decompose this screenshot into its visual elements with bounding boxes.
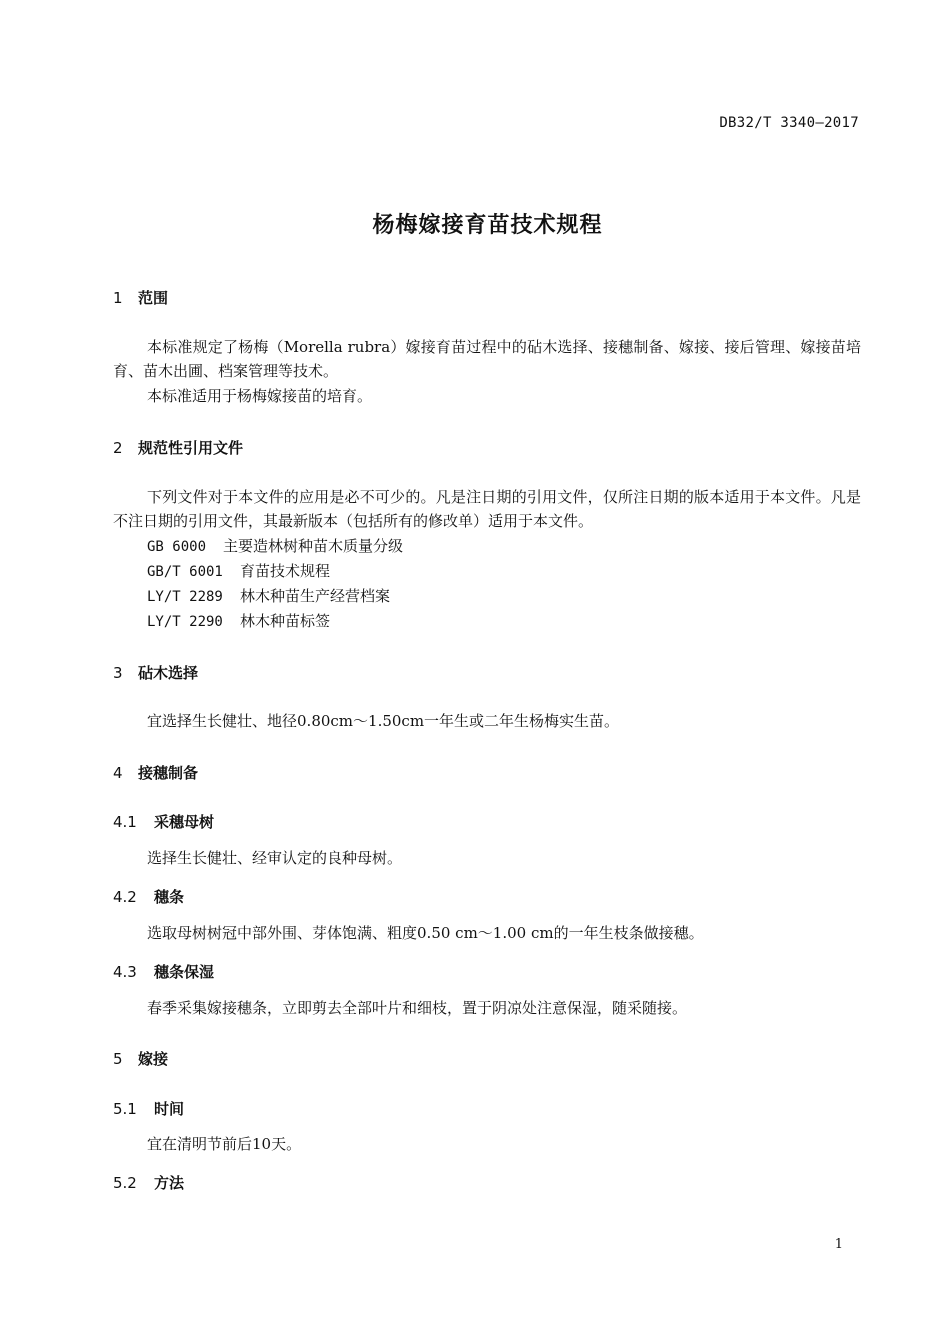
subsection-4-1-text: 选择生长健壮、经审认定的良种母树。 <box>147 849 403 867</box>
section-title: 规范性引用文件 <box>138 439 244 457</box>
subsection-4-3-text: 春季采集嫁接穗条，立即剪去全部叶片和细枝，置于阴凉处注意保湿，随采随接。 <box>147 999 688 1017</box>
subsection-number: 4.2 <box>113 888 137 906</box>
section-title: 范围 <box>138 289 169 307</box>
subsection-title: 穗条 <box>154 888 185 906</box>
reference-id: LY/T 2289 <box>147 589 223 605</box>
reference-title: 林木种苗标签 <box>240 612 331 630</box>
reference-title: 育苗技术规程 <box>240 562 331 580</box>
section-2-paragraph-1: 下列文件对于本文件的应用是必不可少的。凡是注日期的引用文件，仅所注日期的版本适用于本文件。凡是不注日期的引用文件，其最新版本（包括所有的修改单）适用于本文件。 <box>113 488 861 530</box>
subsection-4-2-text: 选取母树树冠中部外围、芽体饱满、粗度0.50 cm～1.00 cm的一年生枝条做接穗。 <box>147 924 704 942</box>
subsection-number: 5.2 <box>113 1174 137 1192</box>
section-heading-3 <box>113 662 198 683</box>
section-number: 5 <box>113 1050 123 1068</box>
reference-item <box>147 584 390 609</box>
standard-code: DB32/T 3340—2017 <box>719 115 859 131</box>
section-number: 2 <box>113 439 123 457</box>
section-1-paragraph-1: 本标准规定了杨梅（Morella rubra）嫁接育苗过程中的砧木选择、接穗制备、嫁接、接后管理、嫁接苗培育、苗木出圃、档案管理等技术。 <box>113 338 861 380</box>
section-heading-4 <box>113 762 198 783</box>
reference-item <box>147 559 330 584</box>
reference-id: GB/T 6001 <box>147 564 223 580</box>
section-3-paragraph-1: 宜选择生长健壮、地径0.80cm～1.50cm一年生或二年生杨梅实生苗。 <box>147 712 620 730</box>
subsection-heading-5-2 <box>113 1172 184 1193</box>
subsection-title: 采穗母树 <box>154 813 215 831</box>
section-number: 1 <box>113 289 123 307</box>
page-number: 1 <box>834 1237 843 1252</box>
reference-id: LY/T 2290 <box>147 614 223 630</box>
subsection-title: 时间 <box>154 1100 185 1118</box>
subsection-title: 方法 <box>154 1174 185 1192</box>
section-title: 接穗制备 <box>138 764 199 782</box>
subsection-number: 4.3 <box>113 963 137 981</box>
reference-title: 主要造林树种苗木质量分级 <box>223 537 404 555</box>
section-heading-2 <box>113 437 243 458</box>
section-number: 4 <box>113 764 123 782</box>
reference-title: 林木种苗生产经营档案 <box>240 587 391 605</box>
subsection-title: 穗条保湿 <box>154 963 215 981</box>
subsection-heading-4-3 <box>113 961 214 982</box>
reference-id: GB 6000 <box>147 539 207 555</box>
subsection-number: 5.1 <box>113 1100 137 1118</box>
subsection-heading-4-1 <box>113 811 214 832</box>
section-heading-1 <box>113 287 168 308</box>
subsection-5-1-text: 宜在清明节前后10天。 <box>147 1135 302 1153</box>
document-title: 杨梅嫁接育苗技术规程 <box>372 213 603 238</box>
section-heading-5 <box>113 1048 168 1069</box>
subsection-number: 4.1 <box>113 813 137 831</box>
section-number: 3 <box>113 664 123 682</box>
section-1-paragraph-2: 本标准适用于杨梅嫁接苗的培育。 <box>147 387 373 405</box>
subsection-heading-4-2 <box>113 886 184 907</box>
subsection-heading-5-1 <box>113 1098 184 1119</box>
reference-item <box>147 534 403 559</box>
section-title: 砧木选择 <box>138 664 199 682</box>
reference-item <box>147 609 330 634</box>
section-title: 嫁接 <box>138 1050 169 1068</box>
